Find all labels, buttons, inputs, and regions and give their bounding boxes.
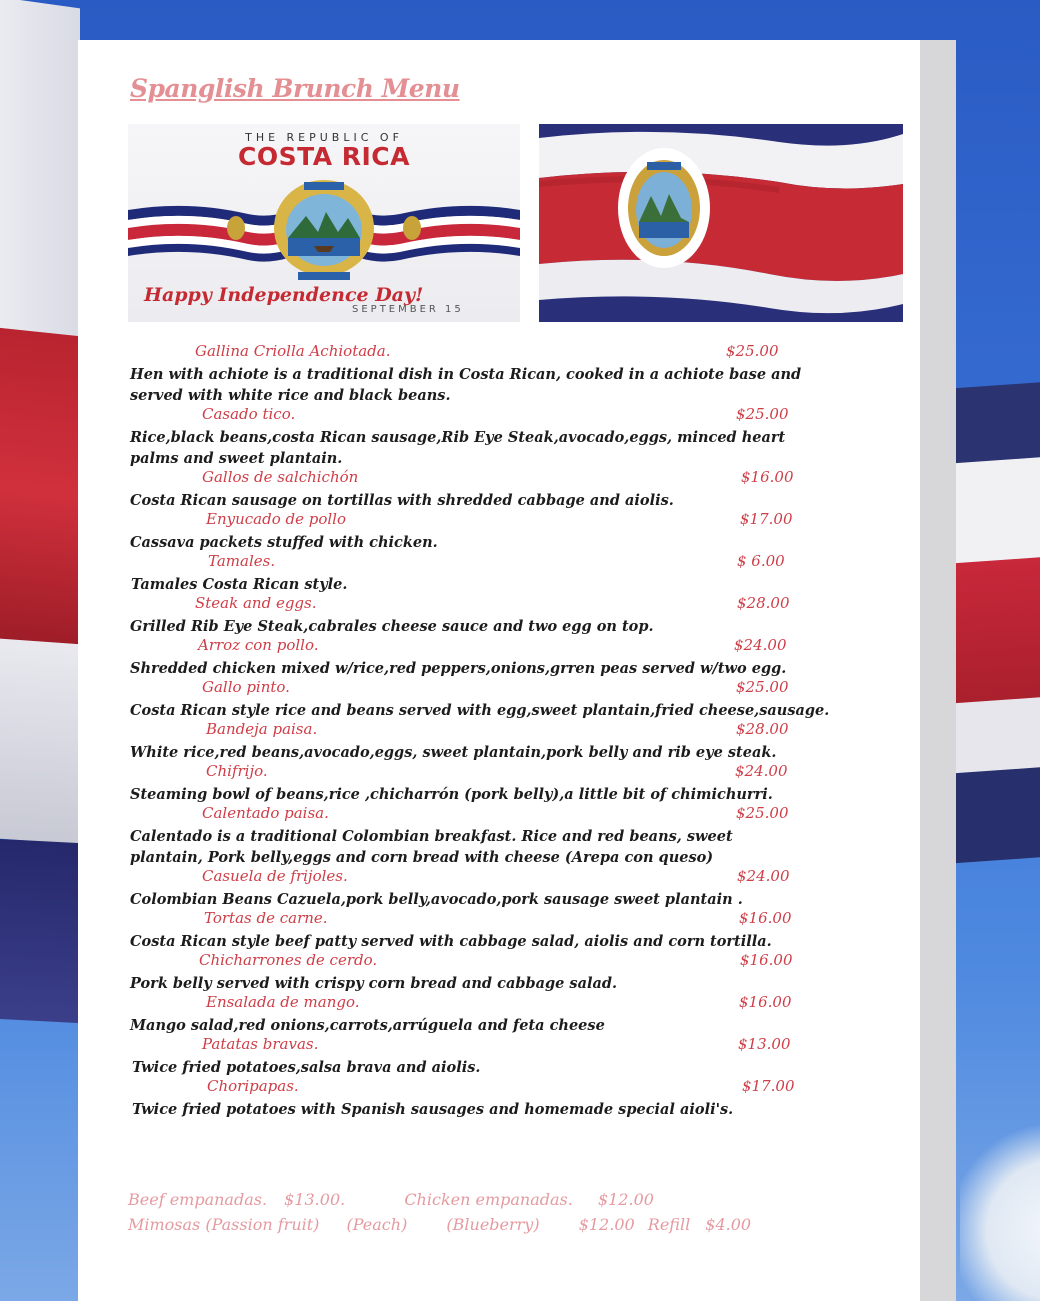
costa-rica-independence-banner: [128, 124, 520, 322]
menu-items-list: [78, 342, 920, 1119]
item-price: $28.00: [737, 594, 790, 612]
extras-section: [128, 1190, 751, 1240]
item-name: Chifrijo.: [206, 762, 268, 780]
empanadas-line: [128, 1190, 751, 1215]
country-name: COSTA RICA: [237, 142, 411, 171]
menu-item: [78, 951, 920, 993]
item-price: $25.00: [736, 405, 789, 423]
item-price: $13.00: [738, 1035, 791, 1053]
menu-item: [78, 552, 920, 594]
item-price: $17.00: [742, 1077, 795, 1095]
item-name: Patatas bravas.: [202, 1035, 319, 1053]
item-name: Calentado paisa.: [202, 804, 329, 822]
item-price: $25.00: [736, 804, 789, 822]
item-description: Colombian Beans Cazuela,pork belly,avocado,pork sausage sweet plantain .: [130, 891, 743, 908]
mimosa-blueberry: (Blueberry): [446, 1215, 540, 1234]
refill-label: Refill: [647, 1215, 691, 1234]
menu-item: [78, 867, 920, 909]
item-name: Choripapas.: [207, 1077, 299, 1095]
menu-title: Spanglish Brunch Menu: [130, 74, 460, 103]
item-price: $16.00: [740, 951, 793, 969]
item-price: $25.00: [726, 342, 779, 360]
item-description: Rice,black beans,costa Rican sausage,Rib Eye Steak,avocado,eggs, minced heart palms and sweet plantain.: [130, 429, 786, 467]
waving-flag-image: [539, 124, 903, 322]
item-description: Mango salad,red onions,carrots,arrúguela and feta cheese: [130, 1017, 605, 1034]
item-description: Calentado is a traditional Colombian breakfast. Rice and red beans, sweet plantain, Pork belly,eggs and corn bread with cheese (Arepa con queso): [130, 828, 733, 866]
menu-item: [78, 405, 920, 468]
item-name: Chicharrones de cerdo.: [199, 951, 378, 969]
item-name: Gallo pinto.: [202, 678, 290, 696]
item-description: Tamales Costa Rican style.: [131, 576, 348, 593]
item-price: $24.00: [734, 636, 787, 654]
item-price: $16.00: [739, 909, 792, 927]
independence-date: SEPTEMBER 15: [352, 304, 464, 315]
menu-item: [78, 678, 920, 720]
item-description: Costa Rican sausage on tortillas with shredded cabbage and aiolis.: [130, 492, 674, 509]
item-description: Shredded chicken mixed w/rice,red peppers,onions,grren peas served w/two egg.: [130, 660, 787, 677]
menu-item: [78, 993, 920, 1035]
item-name: Steak and eggs.: [195, 594, 317, 612]
mimosa-peach: (Peach): [346, 1215, 408, 1234]
item-description: Twice fried potatoes with Spanish sausages and homemade special aioli's.: [132, 1101, 734, 1118]
item-description: Hen with achiote is a traditional dish in Costa Rican, cooked in a achiote base and served with white rice and black beans.: [130, 366, 802, 404]
beef-empanadas-label: Beef empanadas.: [128, 1190, 268, 1209]
costa-rica-flag-icon: [539, 124, 903, 322]
item-description: Pork belly served with crispy corn bread and cabbage salad.: [130, 975, 618, 992]
item-description: White rice,red beans,avocado,eggs, sweet plantain,pork belly and rib eye steak.: [130, 744, 777, 761]
mimosas-label: Mimosas (Passion fruit): [128, 1215, 320, 1234]
item-description: Costa Rican style rice and beans served with egg,sweet plantain,fried cheese,sausage.: [130, 702, 830, 719]
item-description: Costa Rican style beef patty served with cabbage salad, aiolis and corn tortilla.: [130, 933, 772, 950]
menu-item: [78, 1077, 920, 1119]
chicken-empanadas-price: $12.00: [597, 1190, 654, 1209]
item-description: Cassava packets stuffed with chicken.: [130, 534, 438, 551]
item-price: $16.00: [741, 468, 794, 486]
item-name: Gallina Criolla Achiotada.: [195, 342, 391, 360]
item-name: Casado tico.: [202, 405, 296, 423]
mimosas-price: $12.00: [578, 1215, 635, 1234]
menu-item: [78, 804, 920, 867]
item-description: Steaming bowl of beans,rice ,chicharrón (pork belly),a little bit of chimichurri.: [130, 786, 773, 803]
chicken-empanadas-label: Chicken empanadas.: [404, 1190, 573, 1209]
item-price: $24.00: [735, 762, 788, 780]
republic-line: THE REPUBLIC OF: [245, 131, 403, 144]
item-description: Twice fried potatoes,salsa brava and aiolis.: [132, 1059, 481, 1076]
menu-page: [78, 40, 920, 1301]
item-name: Casuela de frijoles.: [202, 867, 348, 885]
menu-item: [78, 636, 920, 678]
menu-item: [78, 909, 920, 951]
item-name: Bandeja paisa.: [206, 720, 318, 738]
item-price: $25.00: [736, 678, 789, 696]
menu-item: [78, 468, 920, 510]
item-name: Tamales.: [208, 552, 276, 570]
item-price: $16.00: [739, 993, 792, 1011]
item-name: Gallos de salchichón: [202, 468, 359, 486]
refill-price: $4.00: [705, 1215, 752, 1234]
item-price: $17.00: [740, 510, 793, 528]
menu-item: [78, 1035, 920, 1077]
menu-item: [78, 762, 920, 804]
item-name: Arroz con pollo.: [198, 636, 319, 654]
item-name: Ensalada de mango.: [206, 993, 360, 1011]
menu-item: [78, 510, 920, 552]
item-name: Enyucado de pollo: [206, 510, 346, 528]
mimosas-line: [128, 1215, 751, 1240]
coat-of-arms-ribbon-icon: [128, 172, 520, 282]
menu-item: [78, 342, 920, 405]
item-price: $ 6.00: [737, 552, 785, 570]
item-price: $28.00: [736, 720, 789, 738]
menu-item: [78, 594, 920, 636]
beef-empanadas-price: $13.00.: [284, 1190, 346, 1209]
menu-item: [78, 720, 920, 762]
item-name: Tortas de carne.: [204, 909, 328, 927]
item-price: $24.00: [737, 867, 790, 885]
independence-greeting: Happy Independence Day!: [144, 284, 424, 306]
item-description: Grilled Rib Eye Steak,cabrales cheese sauce and two egg on top.: [130, 618, 654, 635]
